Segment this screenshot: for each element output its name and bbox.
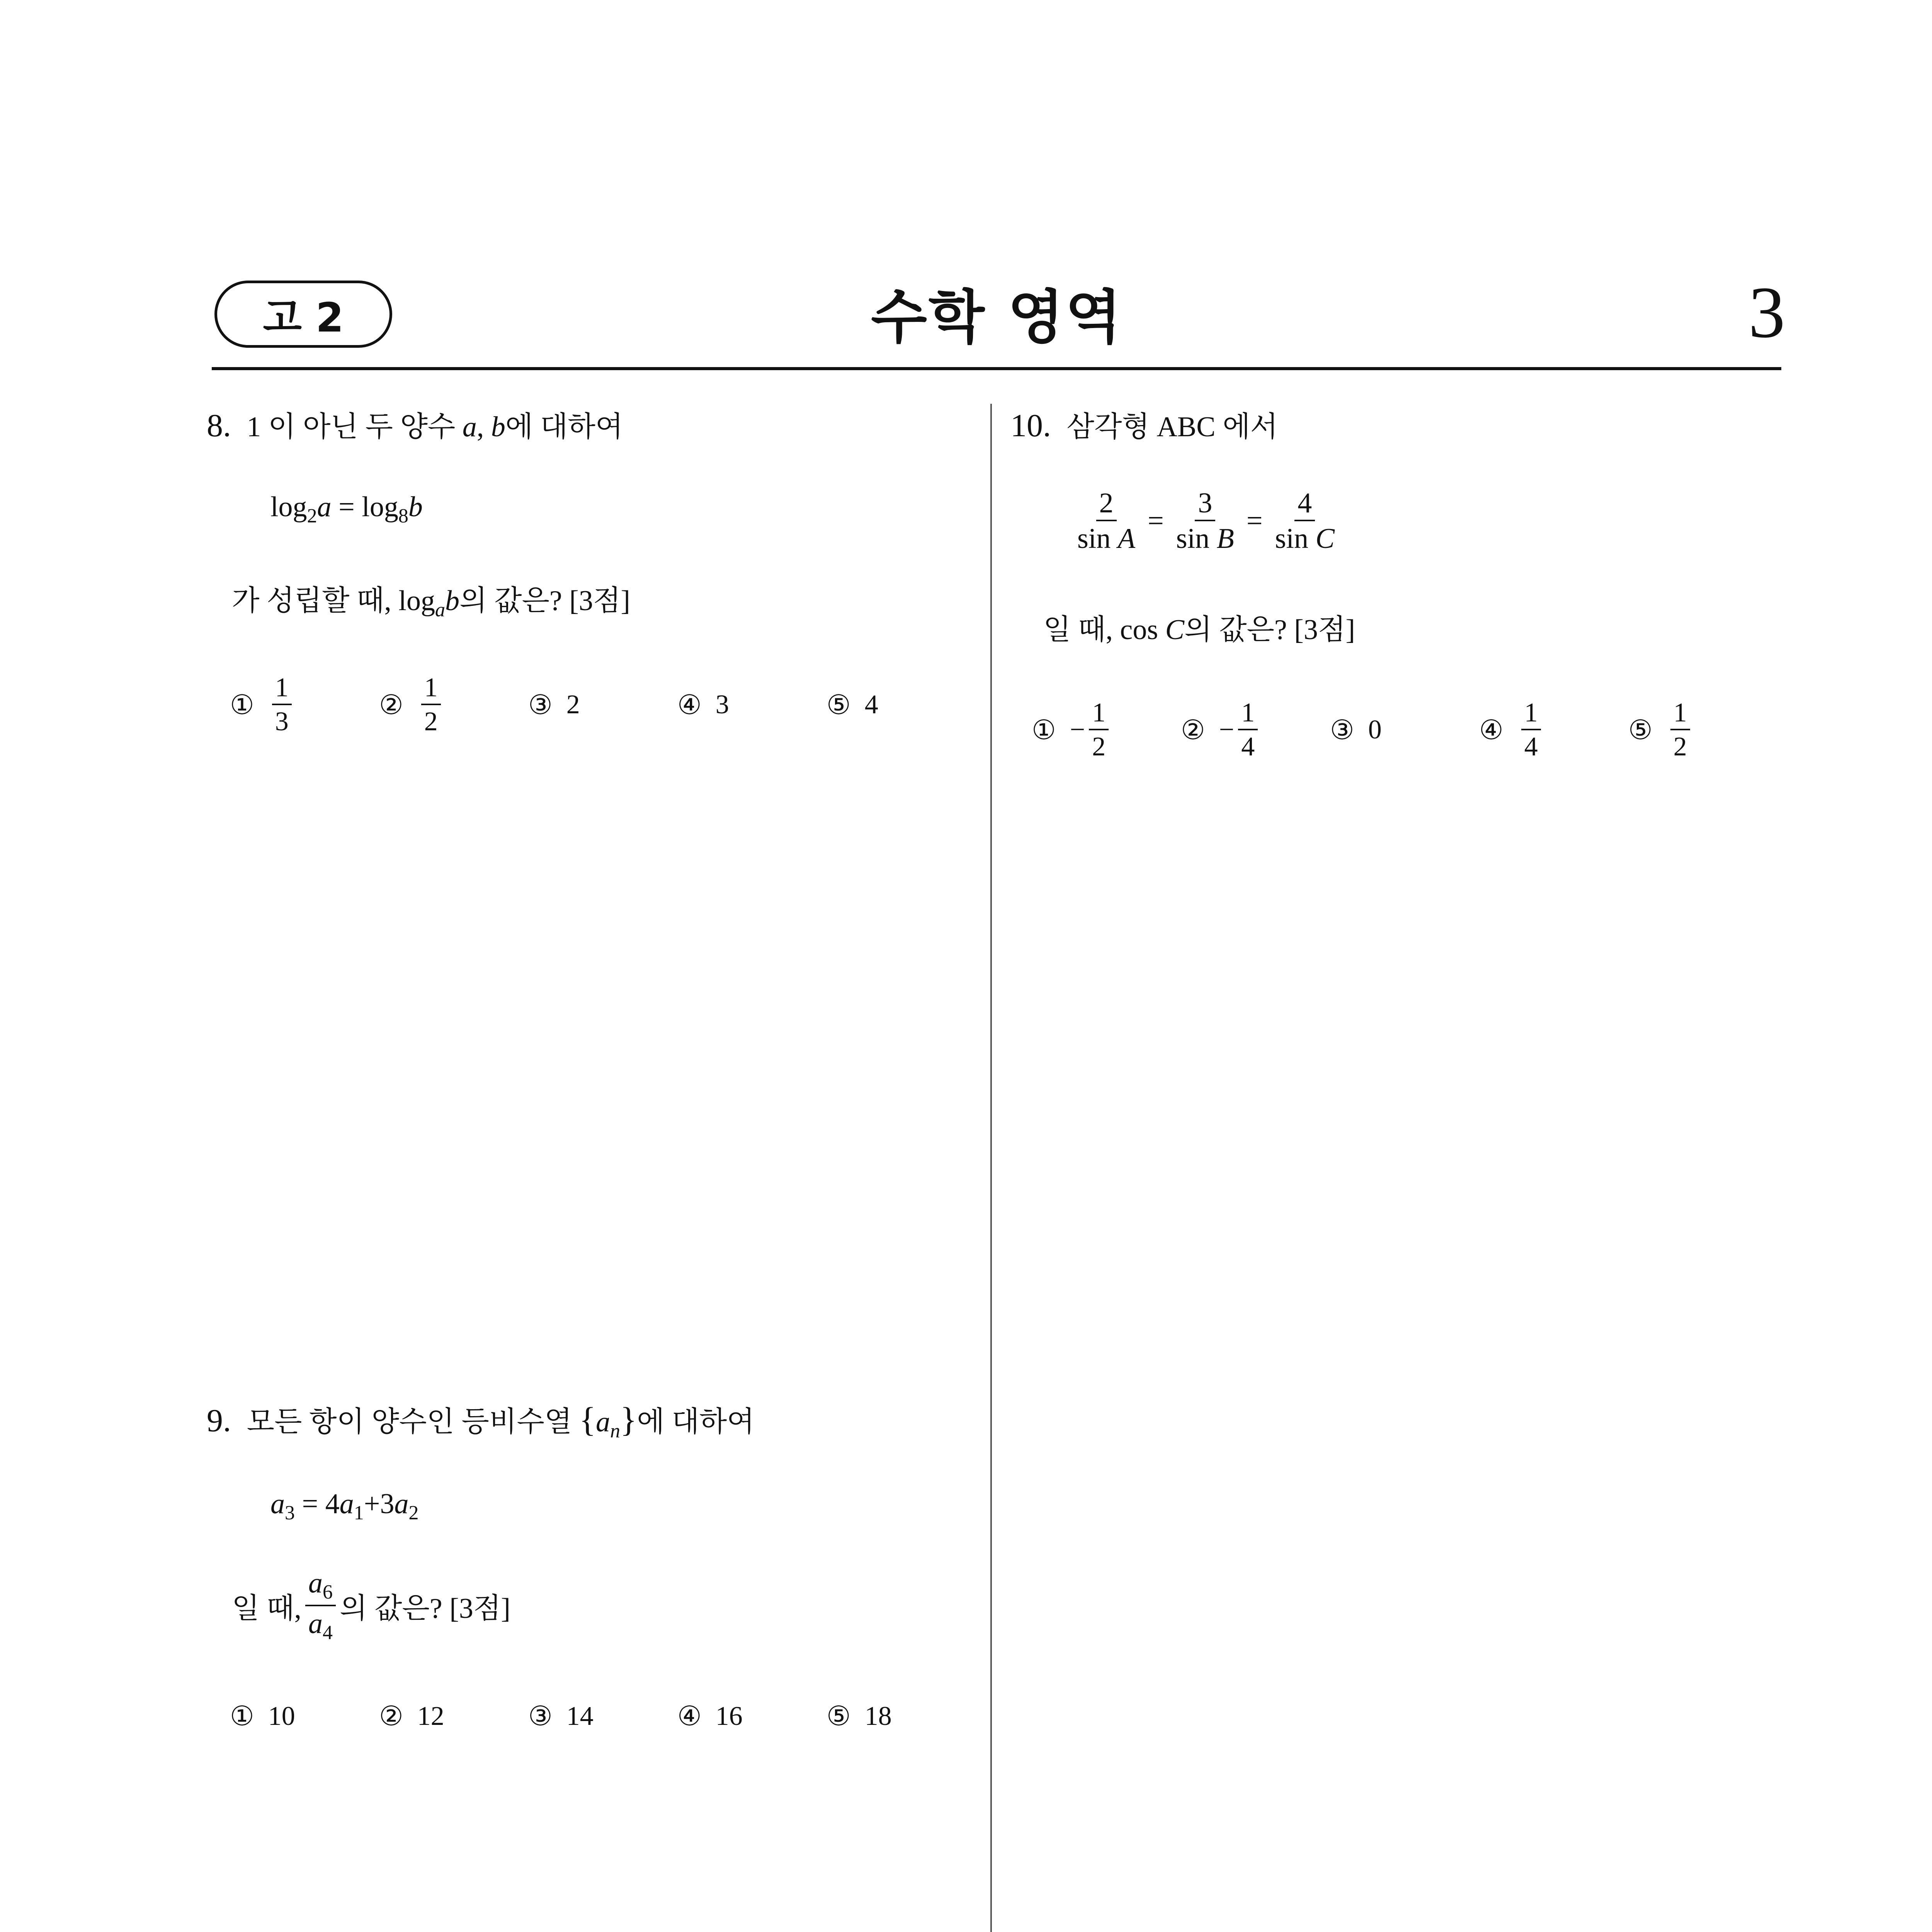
numerator: 1 [1238, 699, 1258, 730]
q8-eq-log: log [270, 491, 307, 523]
q9-eq-var: a [339, 1488, 354, 1520]
q8-eq-base: 8 [398, 505, 408, 527]
denominator [1272, 521, 1338, 553]
q9-eq-var: a [394, 1488, 409, 1520]
q8-intro-b: 에 대하여 [505, 411, 623, 443]
q10-equation [1070, 489, 1342, 553]
denominator: 4 [1241, 732, 1255, 762]
numerator: 3 [1195, 489, 1215, 521]
q8-eq-arg: a [317, 491, 332, 523]
q10-ask-var: C [1165, 614, 1184, 646]
q8-var-b: b [491, 411, 505, 443]
choice-option[interactable] [1479, 699, 1628, 760]
angle-var: C [1315, 523, 1335, 554]
fraction [305, 1569, 336, 1643]
choice-marker: ① [1032, 715, 1056, 745]
choice-option[interactable] [528, 1700, 677, 1732]
fraction [1670, 699, 1690, 760]
q8-eq-base: 2 [307, 505, 317, 527]
minus-sign: − [1070, 715, 1085, 745]
q9-choices [230, 1700, 976, 1732]
denominator: 4 [1524, 732, 1538, 762]
q9-intro-b: 에 대하여 [637, 1406, 755, 1438]
q8-comma: , [476, 411, 484, 443]
q10-ask-text: 의 값은? [3점] [1184, 614, 1355, 646]
choice-option[interactable] [1628, 699, 1777, 760]
choice-option[interactable] [827, 1700, 976, 1732]
q9-ask [232, 1569, 510, 1643]
q8-ask [232, 578, 630, 621]
choice-marker: ① [230, 690, 254, 720]
q8-choices [230, 674, 976, 735]
column-divider [990, 404, 992, 1932]
choice-marker: ③ [528, 1702, 553, 1731]
choice-marker: ② [379, 690, 403, 720]
numerator: 4 [1294, 489, 1315, 521]
q9-seq-sub: n [610, 1420, 621, 1442]
q9-ask-text: 일 때, [232, 1593, 301, 1624]
numerator [305, 1569, 336, 1606]
fraction [421, 674, 441, 735]
choice-marker: ⑤ [827, 1702, 851, 1731]
choice-option[interactable] [379, 674, 528, 735]
q8-ask-arg: b [445, 585, 459, 617]
sin-fn: sin [1176, 523, 1210, 554]
choice-value: 2 [566, 690, 580, 719]
q9-equation [270, 1488, 418, 1524]
fraction [272, 674, 292, 735]
q8-intro-a: 1 이 아닌 두 양수 [247, 411, 456, 443]
q9-eq-coef: 3 [380, 1488, 395, 1520]
choice-marker: ① [230, 1702, 254, 1731]
denominator: 2 [1673, 732, 1687, 762]
denominator [1173, 521, 1237, 553]
numerator: 1 [1089, 699, 1109, 730]
choice-option[interactable] [827, 674, 976, 735]
denominator: 2 [1092, 732, 1106, 762]
q8-ask-log: log [398, 585, 435, 617]
sin-fn: sin [1275, 523, 1308, 554]
q9-eq-var: a [270, 1488, 285, 1520]
choice-marker: ② [379, 1702, 403, 1731]
q10-number: 10. [1010, 408, 1051, 444]
choice-marker: ④ [677, 1702, 702, 1731]
q10-stem [1010, 404, 1278, 445]
denominator [305, 1606, 336, 1643]
q8-eq-arg: b [408, 491, 423, 523]
numerator: 1 [1670, 699, 1690, 730]
q10-ask-text: 일 때, [1043, 614, 1113, 646]
choice-value: 10 [268, 1701, 295, 1731]
grade-label: 고 2 [263, 294, 344, 341]
choice-marker: ③ [528, 690, 553, 720]
fraction [1272, 489, 1338, 553]
choice-value: 12 [417, 1701, 444, 1731]
fraction [1089, 699, 1109, 760]
q9-eq-coef: 4 [325, 1488, 340, 1520]
choice-option[interactable] [1330, 699, 1479, 760]
q9-eq-sub: 1 [354, 1502, 364, 1524]
choice-marker: ④ [1479, 715, 1503, 745]
choice-option[interactable] [230, 674, 379, 735]
page-number: 3 [1748, 272, 1785, 353]
angle-var: A [1117, 523, 1136, 554]
choice-marker: ② [1181, 715, 1205, 745]
choice-value: 18 [864, 1701, 892, 1731]
q9-intro-a: 모든 항이 양수인 등비수열 [247, 1406, 572, 1438]
denominator: 2 [424, 707, 438, 736]
q9-stem: 9. 모든 항이 양수인 등비수열 $\{a_n\}$에 대하여 [207, 1401, 755, 1442]
fraction [1238, 699, 1258, 760]
q10-ask [1043, 607, 1355, 648]
subject-title: 수학 영역 [871, 284, 1123, 351]
q9-ask-text: 의 값은? [3점] [339, 1593, 511, 1624]
numerator: 1 [272, 674, 292, 705]
choice-option[interactable] [1032, 699, 1181, 760]
choice-marker: ④ [677, 690, 702, 720]
grade-badge [214, 281, 392, 348]
numerator: 1 [1521, 699, 1541, 730]
q8-stem [207, 404, 623, 445]
choice-value: 4 [864, 690, 878, 719]
q8-ask-base: a [435, 599, 445, 621]
q9-eq-sub: 2 [408, 1502, 419, 1524]
choice-value: 14 [566, 1701, 594, 1731]
q9-number: 9. [207, 1403, 231, 1439]
q8-var-a: a [462, 411, 477, 443]
choice-value: 16 [715, 1701, 743, 1731]
choice-option[interactable] [1181, 699, 1330, 760]
denominator [1074, 521, 1138, 553]
q8-ask-text: 의 값은? [3점] [459, 585, 631, 617]
choice-option[interactable] [379, 1700, 528, 1732]
q9-frac-var: a [308, 1567, 323, 1599]
q10-choices [1032, 699, 1777, 760]
q8-eq-sign: = [338, 491, 355, 523]
fraction [1521, 699, 1541, 760]
q8-eq-log: log [362, 491, 398, 523]
q8-number: 8. [207, 408, 231, 444]
choice-value: 0 [1368, 715, 1382, 745]
q9-frac-sub: 6 [322, 1581, 333, 1603]
q9-eq-sign: = [302, 1488, 318, 1520]
q10-eq-sign: = [1148, 505, 1164, 537]
q9-frac-var: a [308, 1608, 323, 1639]
q9-frac-sub: 4 [322, 1622, 333, 1644]
denominator: 3 [275, 707, 289, 736]
choice-option[interactable] [528, 674, 677, 735]
header-rule [212, 367, 1781, 370]
numerator: 2 [1096, 489, 1117, 521]
choice-option[interactable] [230, 1700, 379, 1732]
choice-marker: ⑤ [827, 690, 851, 720]
q9-eq-plus: + [364, 1488, 380, 1520]
q10-ask-fn: cos [1120, 614, 1158, 646]
q8-ask-text: 가 성립할 때, [232, 585, 391, 617]
fraction [1074, 489, 1138, 553]
choice-value: 3 [715, 690, 729, 719]
choice-marker: ⑤ [1628, 715, 1653, 745]
q10-eq-sign: = [1246, 505, 1263, 537]
sin-fn: sin [1077, 523, 1111, 554]
q8-equation [270, 491, 423, 527]
choice-option[interactable] [677, 1700, 827, 1732]
numerator: 1 [421, 674, 441, 705]
minus-sign: − [1219, 715, 1235, 745]
q10-intro: 삼각형 ABC 에서 [1066, 411, 1278, 443]
choice-option[interactable] [677, 674, 827, 735]
choice-marker: ③ [1330, 715, 1354, 745]
q9-seq-var: a [596, 1406, 611, 1438]
fraction [1173, 489, 1237, 553]
angle-var: B [1216, 523, 1234, 554]
q9-eq-sub: 3 [285, 1502, 295, 1524]
